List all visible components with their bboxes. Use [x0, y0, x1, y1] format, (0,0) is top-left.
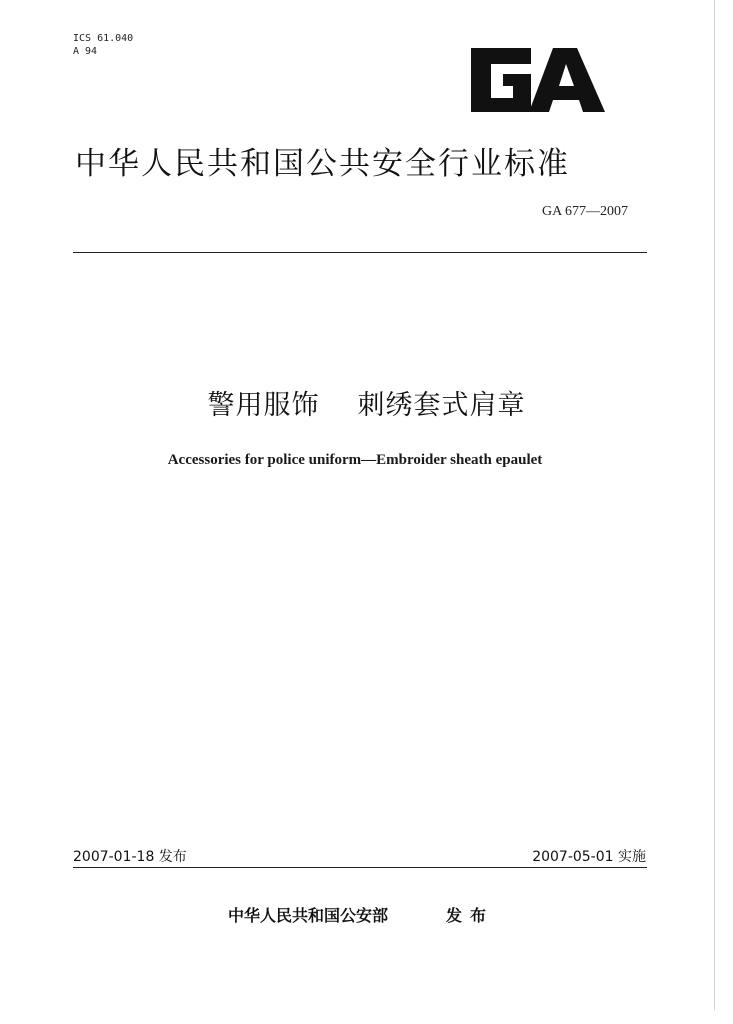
- title-part-2: 刺绣套式肩章: [357, 390, 526, 421]
- standard-category-title: 中华人民共和国公共安全行业标准: [75, 146, 570, 182]
- ics-code: ICS 61.040: [73, 33, 134, 44]
- classification-codes: [73, 32, 133, 58]
- class-code: A 94: [73, 46, 98, 57]
- issuing-authority: 中华人民共和国公安部: [228, 906, 389, 925]
- document-title-chinese: [0, 383, 733, 422]
- effective-date: 2007-05-01 实施: [532, 849, 646, 865]
- issue-date: 2007-01-18 发布: [73, 849, 187, 865]
- page-edge: [714, 0, 715, 1010]
- issue-label: 发布: [446, 906, 495, 925]
- header-divider: [73, 252, 647, 253]
- title-part-1: 警用服饰: [207, 390, 320, 421]
- ga-logo: [467, 40, 609, 114]
- footer-divider: [73, 867, 647, 868]
- document-title-english: Accessories for police uniform—Embroider sheath epaulet: [167, 452, 543, 468]
- standard-code: GA 677—2007: [542, 204, 628, 219]
